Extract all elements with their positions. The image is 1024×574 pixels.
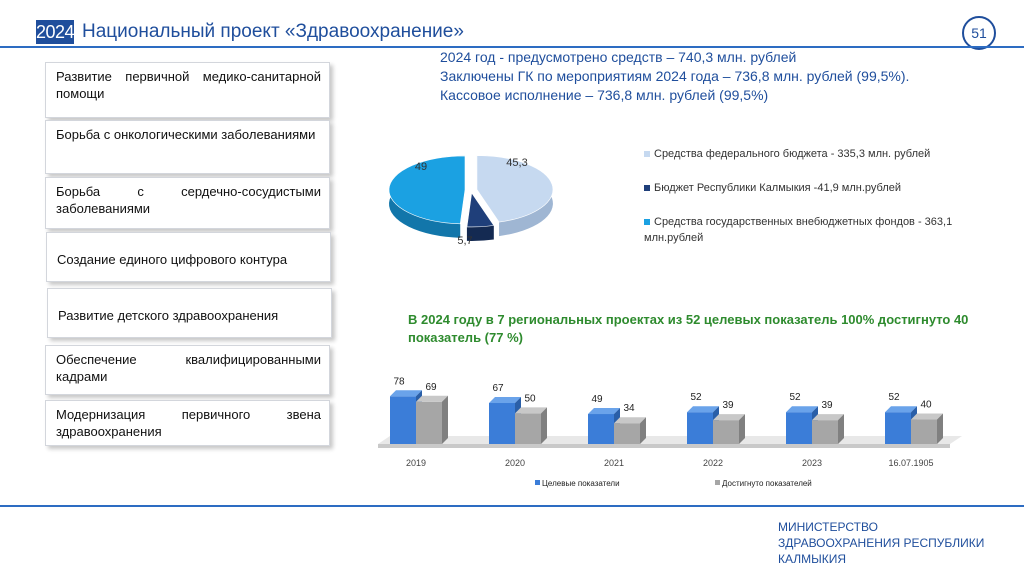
bar-value-label-achieved-2021: 34 <box>623 403 635 415</box>
bar-target-2022 <box>687 412 713 444</box>
project-label: Борьба с сердечно-сосудистыми заболеваниями <box>56 184 321 216</box>
legend-marker-extrabudget <box>644 219 650 225</box>
bar-side-achieved-2019 <box>442 396 448 444</box>
summary-line-contracts: Заключены ГК по мероприятиям 2024 года – 736,8 млн. рублей (99,5%). <box>440 68 910 84</box>
project-oncology <box>45 120 330 174</box>
legend-item-federal <box>644 146 994 162</box>
indicator-note: В 2024 году в 7 региональных проектах из 52 целевых показатель 100% достигнуто 40 показатель (77 %) <box>408 312 969 345</box>
bar-achieved-2021 <box>614 423 640 444</box>
bar-target-2019 <box>390 396 416 444</box>
legend-label-republic: Бюджет Республики Калмыкия -41,9 млн.рублей <box>654 182 902 194</box>
year-badge: 2024 <box>36 22 75 42</box>
bar-side-achieved-2020 <box>541 407 547 444</box>
footer-divider <box>0 505 1024 507</box>
bar-category-label-2023: 2023 <box>801 458 823 468</box>
legend-label-federal: Средства федерального бюджета - 335,3 млн. рублей <box>654 148 931 160</box>
legend-marker-federal <box>644 151 650 157</box>
bar-value-label-target-2021: 49 <box>591 394 603 406</box>
bar-value-label-target-2020: 67 <box>492 383 504 395</box>
legend-label-extrabudget: Средства государственных внебюджетных фондов - 363,1 млн.рублей <box>644 216 953 244</box>
ministry-name: МИНИСТЕРСТВО ЗДРАВООХРАНЕНИЯ РЕСПУБЛИКИ КАЛМЫКИЯ <box>778 520 985 566</box>
funding-summary <box>440 48 910 105</box>
bar-legend-marker-achieved <box>715 480 720 485</box>
indicators-bar-chart <box>360 368 980 498</box>
page-number: 51 <box>962 16 996 50</box>
bar-value-label-achieved-2020: 50 <box>524 393 536 405</box>
bar-value-label-achieved-2023: 39 <box>821 400 833 412</box>
bar-achieved-16.07.1905 <box>911 420 937 444</box>
bar-value-label-achieved-2022: 39 <box>722 400 734 412</box>
bar-target-2021 <box>588 414 614 444</box>
summary-line-planned: 2024 год - предусмотрено средств – 740,3 млн. рублей <box>440 49 797 65</box>
pie-value-label-republic: 5,7 <box>457 235 473 247</box>
pie-legend <box>644 146 994 246</box>
bar-chart-floor <box>378 436 962 444</box>
bar-value-label-target-2023: 52 <box>789 392 801 404</box>
project-label: Модернизация первичного звена здравоохранения <box>56 407 321 439</box>
pie-value-label-extrabudget: 49 <box>414 161 428 173</box>
project-cardio <box>45 177 330 229</box>
bar-legend-marker-target <box>535 480 540 485</box>
bar-legend-label-achieved: Достигнуто показателей <box>722 479 812 488</box>
bar-achieved-2022 <box>713 420 739 444</box>
project-label: Развитие первичной медико-санитарной помощи <box>56 69 321 101</box>
bar-target-2023 <box>786 412 812 444</box>
bar-achieved-2023 <box>812 420 838 444</box>
pie-value-label-federal: 45,3 <box>506 157 528 169</box>
summary-line-cash: Кассовое исполнение – 736,8 млн. рублей (99,5%) <box>440 87 769 103</box>
project-label: Создание единого цифрового контура <box>57 252 288 267</box>
legend-item-extrabudget <box>644 214 994 246</box>
bar-category-label-16.07.1905: 16.07.1905 <box>888 458 934 468</box>
project-label: Обеспечение квалифицированными кадрами <box>56 352 321 384</box>
bar-value-label-target-16.07.1905: 52 <box>888 392 900 404</box>
bar-target-2020 <box>489 403 515 444</box>
page-title: Национальный проект «Здравоохранение» <box>82 21 464 42</box>
bar-category-label-2022: 2022 <box>702 458 724 468</box>
project-personnel <box>45 345 330 395</box>
project-digital <box>46 232 331 282</box>
bar-value-label-achieved-16.07.1905: 40 <box>920 399 932 411</box>
bar-category-label-2021: 2021 <box>603 458 625 468</box>
project-children <box>47 288 332 338</box>
bar-category-label-2020: 2020 <box>504 458 526 468</box>
bar-legend-label-target: Целевые показатели <box>542 479 620 488</box>
bar-value-label-achieved-2019: 69 <box>425 381 437 393</box>
bar-target-16.07.1905 <box>885 412 911 444</box>
legend-item-republic <box>644 180 994 196</box>
bar-category-label-2019: 2019 <box>405 458 427 468</box>
project-label: Борьба с онкологическими заболеваниями <box>56 127 316 142</box>
bar-value-label-target-2019: 78 <box>393 376 405 388</box>
project-modernization <box>45 400 330 446</box>
project-label: Развитие детского здравоохранения <box>58 308 279 323</box>
legend-marker-republic <box>644 185 650 191</box>
bar-chart-floor-edge <box>378 444 950 448</box>
funding-pie-chart <box>385 140 565 260</box>
bar-achieved-2019 <box>416 402 442 444</box>
project-primary-care <box>45 62 330 118</box>
bar-value-label-target-2022: 52 <box>690 392 702 404</box>
bar-achieved-2020 <box>515 413 541 444</box>
